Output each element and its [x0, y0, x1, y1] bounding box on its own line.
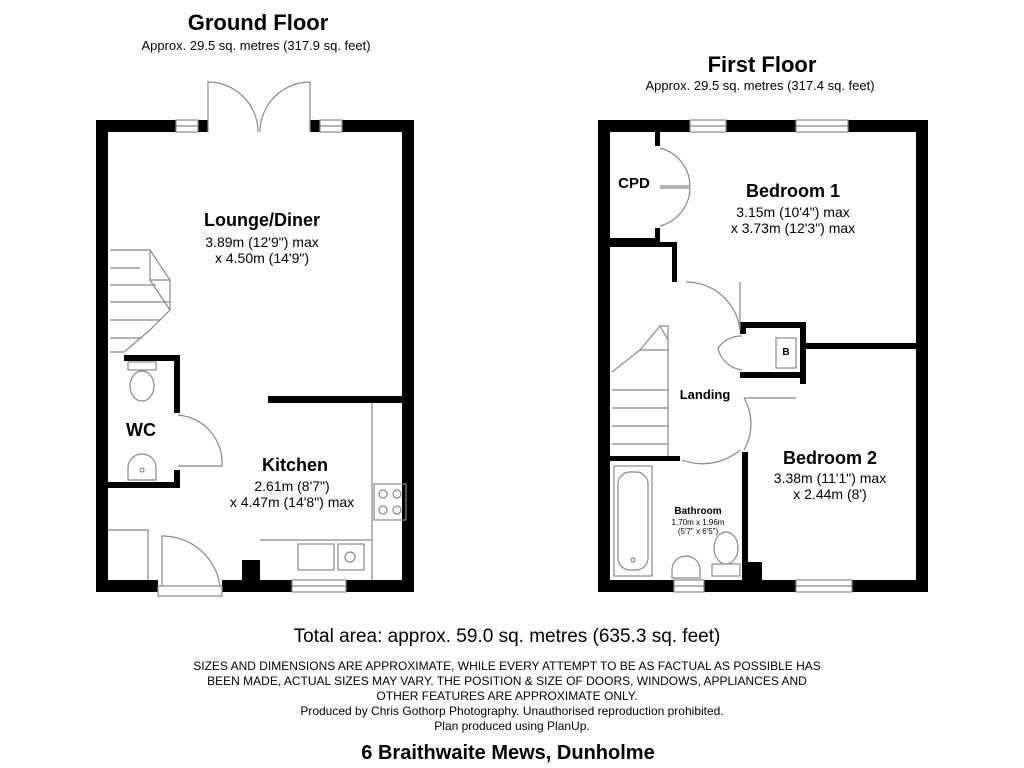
bedroom-2-dim-1: 3.38m (11'1") max: [773, 470, 887, 486]
bedroom-2-label: Bedroom 2: [782, 448, 878, 468]
credit-line: Produced by Chris Gothorp Photography. Unauthorised reproduction prohibited.: [300, 704, 724, 718]
boiler-label: B: [782, 347, 790, 358]
disclaimer-line-1: SIZES AND DIMENSIONS ARE APPROXIMATE, WHILE EVERY ATTEMPT TO BE AS FACTUAL AS POSSIBLE HAS: [193, 659, 821, 673]
kitchen-dim-1: 2.61m (8'7"): [254, 478, 330, 494]
lounge-diner-dim-1: 3.89m (12'9") max: [205, 234, 319, 250]
bathroom-label: Bathroom: [674, 506, 722, 517]
ground-floor-title: Ground Floor: [187, 10, 329, 35]
bedroom-2-dim-2: x 2.44m (8'): [793, 486, 867, 502]
ground-floor-area: Approx. 29.5 sq. metres (317.9 sq. feet): [141, 38, 371, 53]
cpd-label: CPD: [618, 175, 650, 192]
bedroom-1-dim-1: 3.15m (10'4") max: [736, 204, 850, 220]
kitchen-label: Kitchen: [261, 455, 329, 475]
ground-floor-walls: [96, 120, 414, 592]
bedroom-1-label: Bedroom 1: [745, 181, 841, 201]
bedroom-1-dim-2: x 3.73m (12'3") max: [730, 220, 856, 236]
lounge-diner-dim-2: x 4.50m (14'9"): [214, 250, 310, 266]
disclaimer-line-2: BEEN MADE, ACTUAL SIZES MAY VARY. THE POSITION & SIZE OF DOORS, WINDOWS, APPLIANCES AND: [207, 674, 807, 688]
bathroom-dim-1: 1.70m x 1.96m: [671, 518, 725, 527]
ground-floor-fixtures: [108, 82, 406, 596]
disclaimer-line-3: OTHER FEATURES ARE APPROXIMATE ONLY.: [376, 689, 638, 703]
lounge-diner-label: Lounge/Diner: [204, 210, 320, 230]
landing-label: Landing: [679, 387, 731, 402]
first-floor-area: Approx. 29.5 sq. metres (317.4 sq. feet): [645, 78, 875, 93]
wc-label: WC: [126, 420, 156, 440]
plan-tool-line: Plan produced using PlanUp.: [434, 719, 590, 733]
first-floor-title: First Floor: [707, 52, 817, 77]
bathroom-dim-2: (5'7" x 6'5"): [677, 527, 719, 536]
total-area: Total area: approx. 59.0 sq. metres (635.3 sq. feet): [293, 626, 721, 647]
kitchen-dim-2: x 4.47m (14'8") max: [229, 494, 355, 510]
property-address: 6 Braithwaite Mews, Dunholme: [361, 742, 655, 764]
